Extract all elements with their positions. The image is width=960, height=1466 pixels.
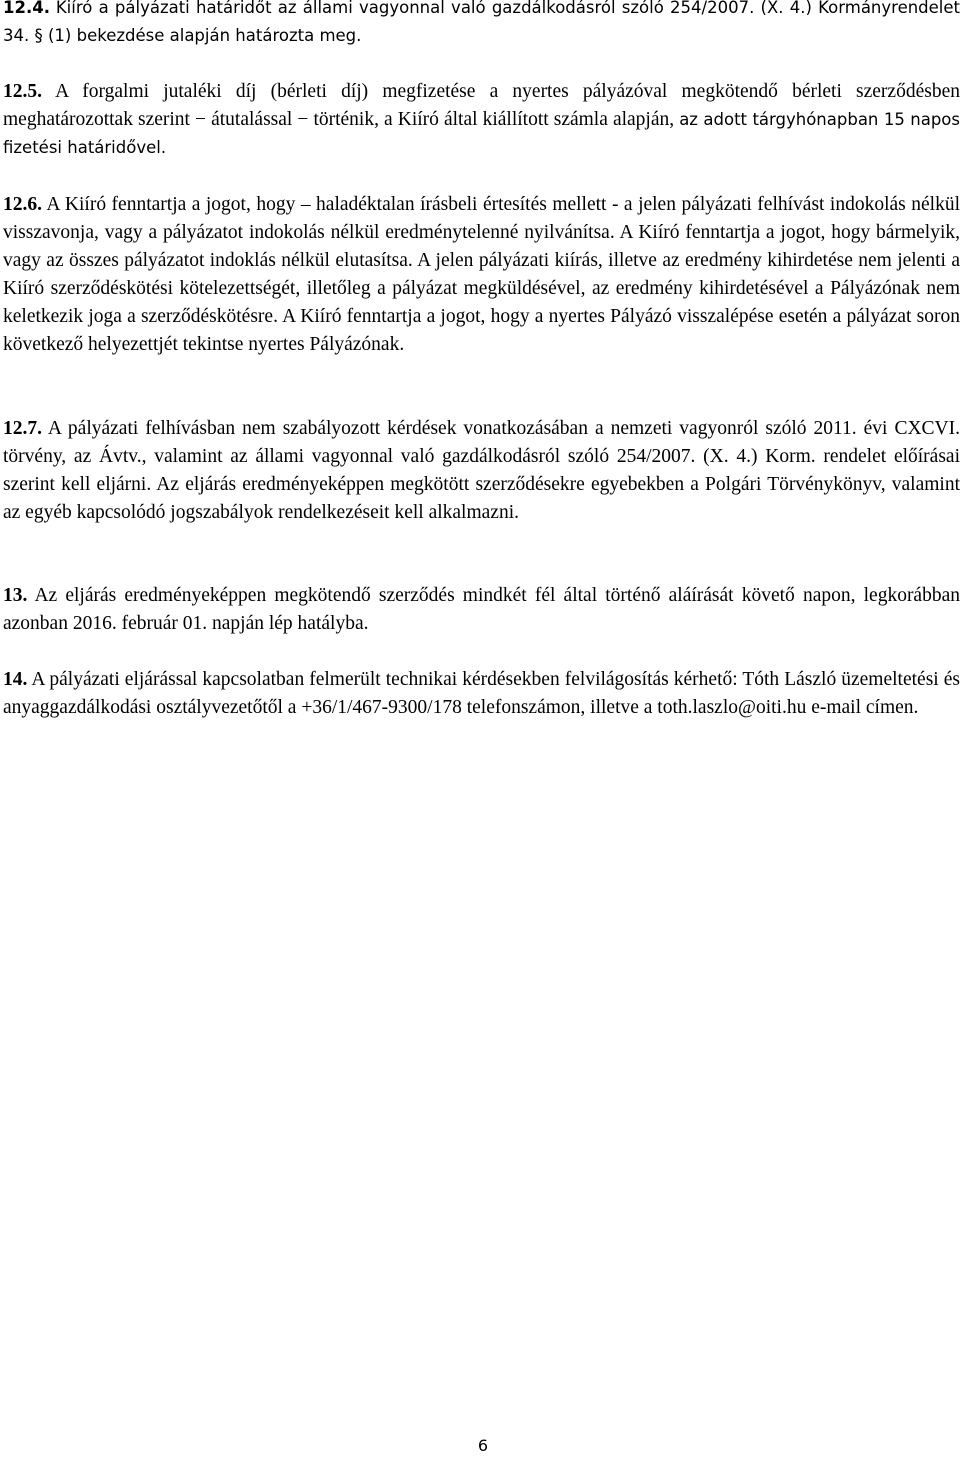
paragraph-12-5	[3, 78, 960, 162]
paragraph-12-4	[3, 0, 960, 50]
paragraph-text: A pályázati felhívásban nem szabályozott kérdések vonatkozásában a nemzeti vagyonról szóló 2011. évi CXCVI. törvény, az Ávtv., valamint az állami vagyonnal való gazdálkodásról szóló 254/2007. (X. 4.) Korm. rendelet előírásai szerint kell eljárni. Az eljárás eredményeképpen megkötött szerződésekre egyebekben a Polgári Törvénykönyv, valamint az egyéb kapcsolódó jogszabályok rendelkezéseit kell alkalmazni.	[3, 418, 960, 523]
paragraph-12-7	[3, 415, 960, 527]
paragraph-text: Kiíró a pályázati határidőt az állami vagyonnal való gazdálkodásról szóló 254/2007. (X. 4.) Kormányrendelet 34. § (1) bekezdése alapján határozta meg.	[3, 0, 960, 45]
paragraph-number: 13.	[3, 585, 28, 606]
paragraph-number: 12.7.	[3, 418, 42, 439]
paragraph-text: A Kiíró fenntartja a jogot, hogy – haladéktalan írásbeli értesítés mellett - a jelen pályázati felhívást indokolás nélkül visszavonja, vagy a pályázatot indokolás nélkül eredménytelenné nyilvánítsa. A Kiíró fenntartja a jogot, hogy bármelyik, vagy az összes pályázatot indoklás nélkül elutasítsa. A jelen pályázati kiírás, illetve az eredmény kihirdetése nem jelenti a Kiíró szerződéskötési kötelezettségét, illetőleg a pályázat megküldésével, az eredmény kihirdetésével a Pályázónak nem keletkezik joga a szerződéskötésre. A Kiíró fenntartja a jogot, hogy a nyertes Pályázó visszalépése esetén a pályázat soron következő helyezettjét tekintse nyertes Pályázónak.	[3, 194, 960, 355]
paragraph-12-6	[3, 191, 960, 359]
paragraph-14	[3, 666, 960, 722]
paragraph-number: 12.4.	[3, 0, 50, 17]
paragraph-number: 12.5.	[3, 81, 42, 102]
page-number: 6	[477, 1436, 489, 1455]
paragraph-13	[3, 582, 960, 638]
paragraph-text: A pályázati eljárással kapcsolatban felmerült technikai kérdésekben felvilágosítás kérhető: Tóth László üzemeltetési és anyaggazdálkodási osztályvezetőtől a +36/1/467-9300/178 telefonszámon, illetve a toth.laszlo@oiti.hu e-mail címen.	[3, 669, 960, 718]
paragraph-text: A forgalmi jutaléki díj (bérleti díj) megfizetése a nyertes pályázóval megkötendő bérleti szerződésben meghatározottak szerint − átutalással − történik, a Kiíró által kiállított számla alapján,	[3, 81, 960, 130]
paragraph-number: 14.	[3, 669, 28, 690]
paragraph-text: Az eljárás eredményeképpen megkötendő szerződés mindkét fél által történő aláírását követő napon, legkorábban azonban 2016. február 01. napján lép hatályba.	[3, 585, 960, 634]
paragraph-text-continued: az adott tárgyhónapban 15 napos fizetési határidővel.	[3, 110, 960, 157]
paragraph-number: 12.6.	[3, 194, 42, 215]
